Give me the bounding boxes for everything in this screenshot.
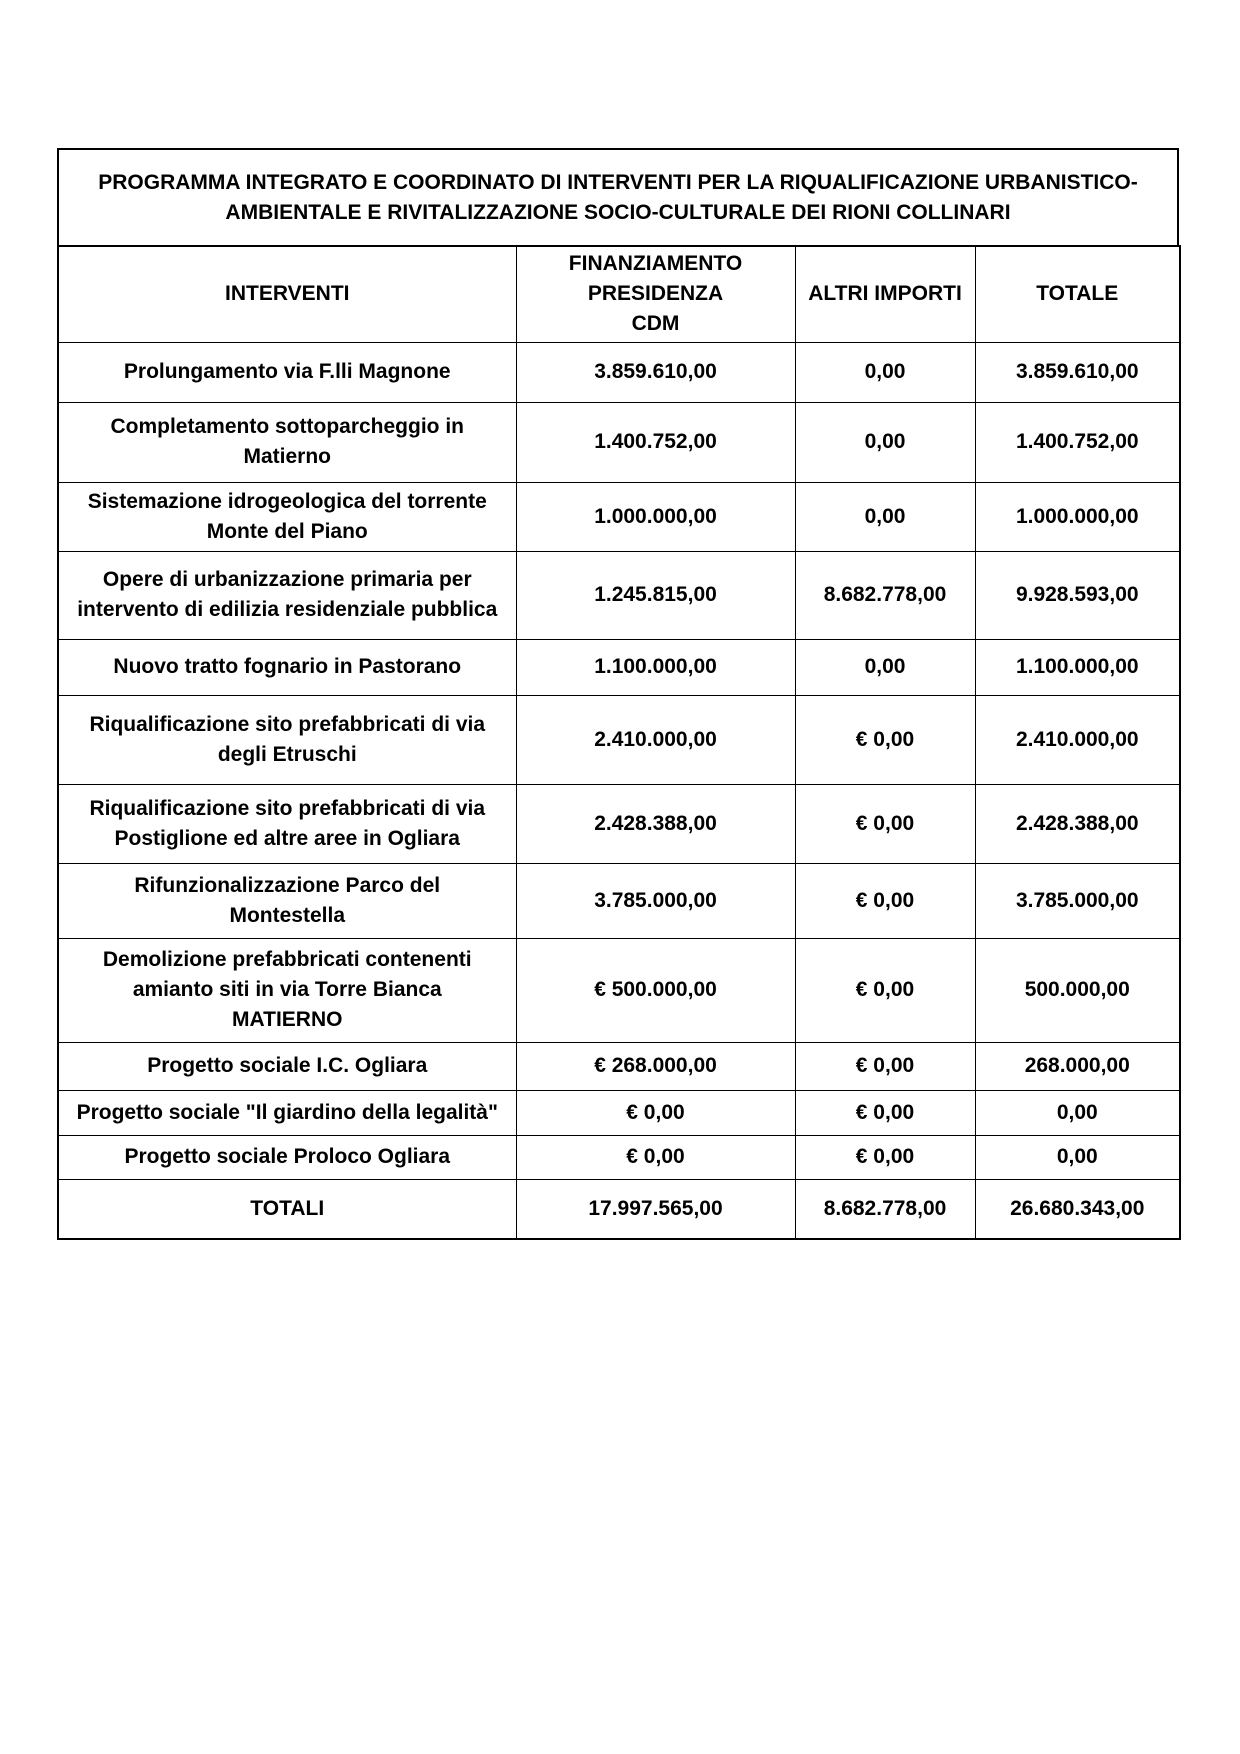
table-row: [58, 938, 1180, 1042]
cell-finanziamento: € 0,00: [516, 1135, 795, 1179]
cell-altri-importi: € 0,00: [795, 938, 975, 1042]
interventions-table: [57, 245, 1181, 1240]
cell-altri-importi: € 0,00: [795, 1042, 975, 1090]
cell-totale: 3.785.000,00: [975, 863, 1180, 938]
cell-totale: 268.000,00: [975, 1042, 1180, 1090]
cell-totale: 1.000.000,00: [975, 482, 1180, 551]
cell-finanziamento: 1.400.752,00: [516, 402, 795, 482]
cell-finanziamento: 1.245.815,00: [516, 551, 795, 639]
cell-totale: 1.400.752,00: [975, 402, 1180, 482]
cell-intervento: Rifunzionalizzazione Parco del Montestella: [58, 863, 516, 938]
cell-totale: 9.928.593,00: [975, 551, 1180, 639]
document-sheet: [57, 148, 1179, 1240]
cell-finanziamento: 3.859.610,00: [516, 342, 795, 402]
cell-finanziamento: 2.410.000,00: [516, 695, 795, 784]
cell-altri-importi: € 0,00: [795, 1135, 975, 1179]
cell-altri-importi: 0,00: [795, 639, 975, 695]
cell-totale: 1.100.000,00: [975, 639, 1180, 695]
cell-finanziamento: € 0,00: [516, 1090, 795, 1135]
cell-intervento: Progetto sociale I.C. Ogliara: [58, 1042, 516, 1090]
totals-totale: 26.680.343,00: [975, 1179, 1180, 1239]
table-row: [58, 482, 1180, 551]
cell-altri-importi: 8.682.778,00: [795, 551, 975, 639]
cell-altri-importi: € 0,00: [795, 1090, 975, 1135]
cell-finanziamento: € 268.000,00: [516, 1042, 795, 1090]
table-row: [58, 402, 1180, 482]
header-finanziamento: FINANZIAMENTO PRESIDENZA CDM: [516, 246, 795, 342]
table-row: [58, 1042, 1180, 1090]
totals-label: TOTALI: [58, 1179, 516, 1239]
totals-altri-importi: 8.682.778,00: [795, 1179, 975, 1239]
cell-totale: 2.410.000,00: [975, 695, 1180, 784]
cell-totale: 500.000,00: [975, 938, 1180, 1042]
cell-totale: 0,00: [975, 1135, 1180, 1179]
cell-intervento: Opere di urbanizzazione primaria per intervento di edilizia residenziale pubblica: [58, 551, 516, 639]
cell-altri-importi: 0,00: [795, 402, 975, 482]
totals-finanziamento: 17.997.565,00: [516, 1179, 795, 1239]
cell-totale: 0,00: [975, 1090, 1180, 1135]
title-text: PROGRAMMA INTEGRATO E COORDINATO DI INTERVENTI PER LA RIQUALIFICAZIONE URBANISTICO-AMBIENTALE E RIVITALIZZAZIONE SOCIO-CULTURALE DEI RIONI COLLINARI: [98, 170, 1138, 224]
cell-intervento: Progetto sociale "Il giardino della legalità": [58, 1090, 516, 1135]
table-row: [58, 863, 1180, 938]
table-row: [58, 1135, 1180, 1179]
table-row: [58, 551, 1180, 639]
cell-altri-importi: € 0,00: [795, 695, 975, 784]
table-row: [58, 342, 1180, 402]
cell-totale: 3.859.610,00: [975, 342, 1180, 402]
header-interventi: INTERVENTI: [58, 246, 516, 342]
table-row: [58, 695, 1180, 784]
header-totale: TOTALE: [975, 246, 1180, 342]
cell-finanziamento: 3.785.000,00: [516, 863, 795, 938]
table-row: [58, 1090, 1180, 1135]
cell-altri-importi: 0,00: [795, 482, 975, 551]
cell-intervento: Nuovo tratto fognario in Pastorano: [58, 639, 516, 695]
cell-altri-importi: € 0,00: [795, 863, 975, 938]
cell-totale: 2.428.388,00: [975, 784, 1180, 863]
cell-finanziamento: 1.000.000,00: [516, 482, 795, 551]
document-title: [57, 148, 1179, 245]
cell-altri-importi: € 0,00: [795, 784, 975, 863]
header-altri-importi: ALTRI IMPORTI: [795, 246, 975, 342]
cell-altri-importi: 0,00: [795, 342, 975, 402]
table-row: [58, 639, 1180, 695]
cell-intervento: Demolizione prefabbricati contenenti amianto siti in via Torre Bianca MATIERNO: [58, 938, 516, 1042]
cell-intervento: Completamento sottoparcheggio in Matierno: [58, 402, 516, 482]
cell-finanziamento: € 500.000,00: [516, 938, 795, 1042]
cell-intervento: Riqualificazione sito prefabbricati di via degli Etruschi: [58, 695, 516, 784]
cell-finanziamento: 1.100.000,00: [516, 639, 795, 695]
cell-intervento: Prolungamento via F.lli Magnone: [58, 342, 516, 402]
cell-intervento: Riqualificazione sito prefabbricati di via Postiglione ed altre aree in Ogliara: [58, 784, 516, 863]
table-row: [58, 784, 1180, 863]
cell-finanziamento: 2.428.388,00: [516, 784, 795, 863]
cell-intervento: Sistemazione idrogeologica del torrente Monte del Piano: [58, 482, 516, 551]
header-row: [58, 246, 1180, 342]
cell-intervento: Progetto sociale Proloco Ogliara: [58, 1135, 516, 1179]
totals-row: [58, 1179, 1180, 1239]
